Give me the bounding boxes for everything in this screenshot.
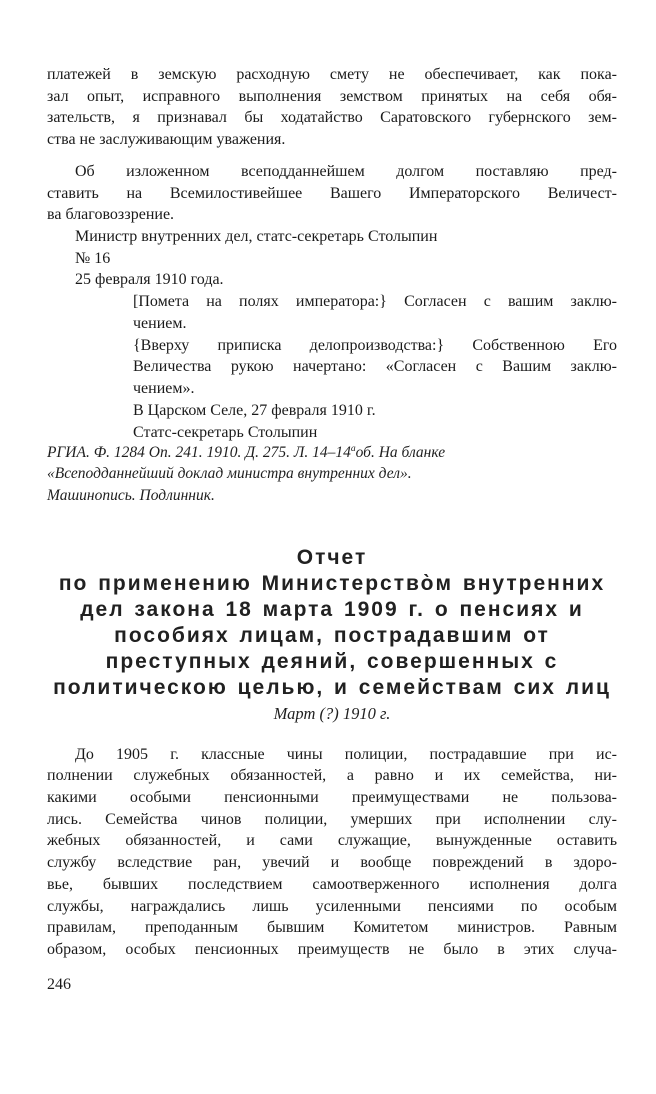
report-title (47, 545, 617, 701)
text-line: полнении служебных обязанностей, а равно и их семейства, ни- (47, 767, 617, 785)
text-line: лись. Семейства чинов полиции, умерших при исполнении слу- (47, 810, 617, 828)
text-line: платежей в земскую расходную смету не обеспечивает, как пока- (47, 66, 617, 83)
report-body-paragraph (47, 744, 617, 961)
text-line: ства не заслуживающим уважения. (47, 131, 286, 149)
text-line: образом, особых пенсионных преимуществ не было в этих случа- (47, 941, 617, 958)
citation-line (47, 442, 617, 464)
annotation-line: {Вверху приписка делопроизводства:} Собственною Его (133, 336, 617, 354)
annotation-line: чением». (133, 380, 195, 398)
document-number: № 16 (75, 249, 111, 267)
annotation-line: Величества рукою начертано: «Согласен с Вашим заклю- (133, 358, 617, 376)
annotation-line: Статс-секретарь Столыпин (133, 423, 318, 441)
title-line: преступных деяний, совершенных с (105, 649, 559, 673)
text-line: зательств, я признавал бы ходатайство Саратовского губернского зем- (47, 109, 617, 127)
report-date-subtitle: Март (?) 1910 г. (273, 703, 391, 723)
citation-line: «Всеподданнейший доклад министра внутренних дел». (47, 465, 412, 483)
title-line: пособиях лицам, пострадавшим от (114, 623, 550, 647)
signature-line: Министр внутренних дел, статс-секретарь Столыпин (75, 227, 438, 245)
document-date: 25 февраля 1910 года. (75, 271, 224, 289)
text-line: Об изложенном всеподданнейшем долгом поставляю пред- (75, 162, 617, 180)
text-line: службы, награждались лишь усиленными пенсиями по особым (47, 897, 617, 915)
stolypin-report-continuation (47, 64, 617, 151)
text-line: какими особыми пенсионными преимуществами не пользова- (47, 789, 617, 807)
annotation-line: В Царском Селе, 27 февраля 1910 г. (133, 402, 376, 420)
stolypin-closing-paragraph (47, 161, 617, 226)
signature-block (47, 226, 617, 291)
text-line: ставить на Всемилостивейшее Вашего Императорского Величест- (47, 184, 617, 202)
annotation-line: [Помета на полях императора:} Согласен с вашим заклю- (133, 293, 617, 311)
imperial-annotation-block (133, 291, 617, 444)
text-line: службу вследствие ран, увечий и вообще повреждений в здоро- (47, 854, 617, 872)
title-line: Отчет (296, 545, 368, 569)
citation-superscript: а (350, 442, 356, 454)
citation-line: Машинопись. Подлинник. (47, 486, 215, 504)
annotation-line: чением. (133, 314, 187, 332)
citation-text: об. На бланке (355, 443, 446, 461)
text-line: зал опыт, исправного выполнения земством принятых на себя обя- (47, 87, 617, 105)
archive-citation (47, 442, 617, 507)
text-line: правилам, преподанным бывшим Комитетом министров. Равным (47, 919, 617, 937)
text-line: жебных обязанностей, и сами служащие, вынужденные оставить (47, 832, 617, 850)
text-line: вье, бывших последствием самоотверженного исполнения долга (47, 875, 617, 893)
page-number: 246 (47, 975, 71, 993)
title-line: дел закона 18 марта 1909 г. о пенсиях и (80, 597, 584, 621)
text-line: ва благовоззрение. (47, 206, 175, 224)
text-line: До 1905 г. классные чины полиции, пострадавшие при ис- (75, 745, 617, 763)
title-line: по применению Министерство̀м внутренних (58, 571, 606, 595)
title-line: политическою целью, и семействам сих лиц (53, 675, 611, 699)
citation-text: РГИА. Ф. 1284 Оп. 241. 1910. Д. 275. Л. 14–14 (47, 443, 351, 461)
